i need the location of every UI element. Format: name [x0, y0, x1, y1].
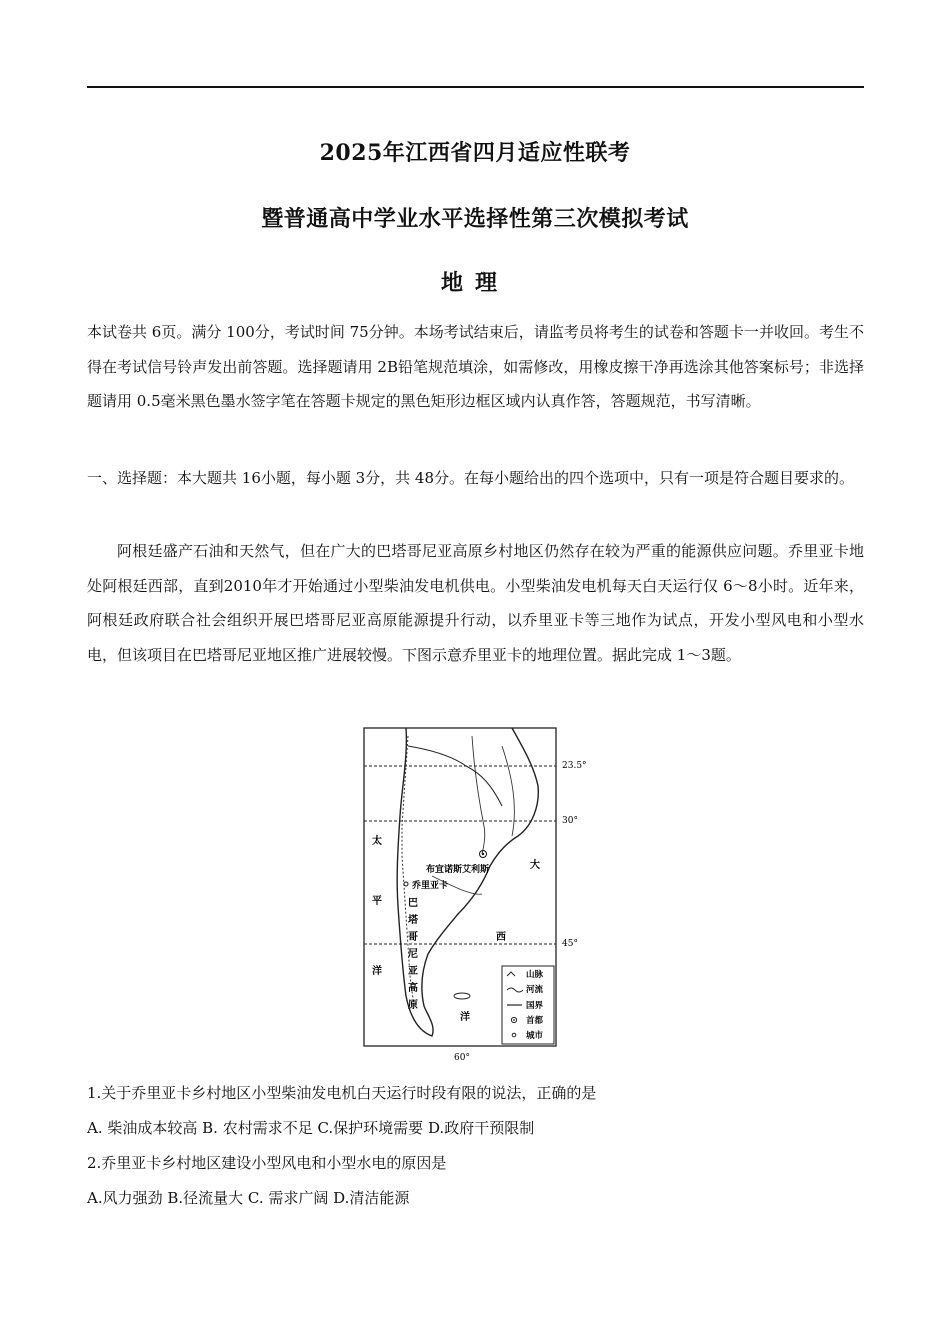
svg-text:原: 原 [408, 1000, 418, 1011]
location-map [362, 726, 590, 1066]
svg-text:城市: 城市 [526, 1031, 544, 1041]
svg-text:首都: 首都 [526, 1016, 544, 1026]
svg-text:平: 平 [372, 896, 382, 907]
lon-label-60: 60° [454, 1053, 470, 1063]
uruguay-river [502, 746, 514, 836]
question-2-stem: 2.乔里亚卡乡村地区建设小型风电和小型水电的原因是 [87, 1154, 447, 1172]
svg-text:山脉: 山脉 [526, 970, 544, 980]
svg-text:太: 太 [372, 836, 382, 847]
svg-text:河流: 河流 [526, 985, 544, 995]
pacific-ocean-label [372, 834, 382, 977]
svg-text:国界: 国界 [526, 1001, 544, 1011]
svg-text:高: 高 [408, 983, 418, 994]
map-legend [502, 966, 554, 1044]
svg-text:西: 西 [496, 932, 506, 943]
parana-river [472, 736, 485, 854]
svg-text:巴: 巴 [408, 898, 418, 909]
lat-label-23-5: 23.5° [562, 761, 587, 771]
national-border [408, 746, 502, 806]
exam-title: 2025年江西省四月适应性联考 [319, 140, 631, 166]
patagonia-label [407, 897, 419, 1011]
buenos-aires-label: 布宜诺斯艾利斯 [426, 865, 490, 875]
lat-label-45: 45° [562, 939, 578, 949]
question-2-options: A.风力强劲 B.径流量大 C. 需求广阔 D.清洁能源 [87, 1189, 410, 1207]
svg-text:大: 大 [530, 860, 540, 871]
svg-text:尼: 尼 [408, 949, 418, 960]
top-rule [87, 86, 864, 88]
exam-instructions: 本试卷共 6页。满分 100分，考试时间 75分钟。本场考试结束后，请监考员将考生的试卷和答题卡一并收回。考生不得在考试信号铃声发出前答题。选择题请用 2B铅笔规范填涂，如需修改，用橡皮擦干净再选涂其他答案标号；非选择题请用 0.5毫米黑色墨水签字笔在答题卡规定的黑色矩形边框区域内认真作答，答题规范，书写清晰。 [87, 323, 864, 411]
question-1-options: A. 柴油成本较高 B. 农村需求不足 C.保护环境需要 D.政府干预限制 [87, 1119, 535, 1137]
choriaca-label: 乔里亚卡 [412, 881, 449, 891]
section-heading: 一、选择题：本大题共 16小题，每小题 3分，共 48分。在每小题给出的四个选项中，只有一项是符合题目要求的。 [87, 469, 855, 487]
choriaca-city-marker [404, 882, 408, 886]
reading-passage: 阿根廷盛产石油和天然气，但在广大的巴塔哥尼亚高原乡村地区仍然存在较为严重的能源供应问题。乔里亚卡地处阿根廷西部，直到2010年才开始通过小型柴油发电机供电。小型柴油发电机每天白天运行仅 6～8小时。近年来，阿根廷政府联合社会组织开展巴塔哥尼亚高原能源提升行动，以乔里亚卡等三地作为试点，开发小型风电和小型水电，但该项目在巴塔哥尼亚地区推广进展较慢。下图示意乔里亚卡的地理位置。据此完成 1～3题。 [87, 542, 864, 664]
question-1-stem: 1.关于乔里亚卡乡村地区小型柴油发电机白天运行时段有限的说法，正确的是 [87, 1084, 597, 1102]
svg-text:洋: 洋 [372, 966, 382, 977]
svg-text:哥: 哥 [408, 932, 418, 943]
falkland-islands [454, 993, 470, 999]
svg-text:亚: 亚 [408, 966, 418, 977]
exam-subtitle: 暨普通高中学业水平选择性第三次模拟考试 [261, 206, 689, 232]
lat-label-30: 30° [562, 816, 578, 826]
subject-title: 地理 [440, 270, 509, 296]
svg-text:塔: 塔 [408, 915, 418, 926]
svg-text:洋: 洋 [460, 1012, 470, 1023]
